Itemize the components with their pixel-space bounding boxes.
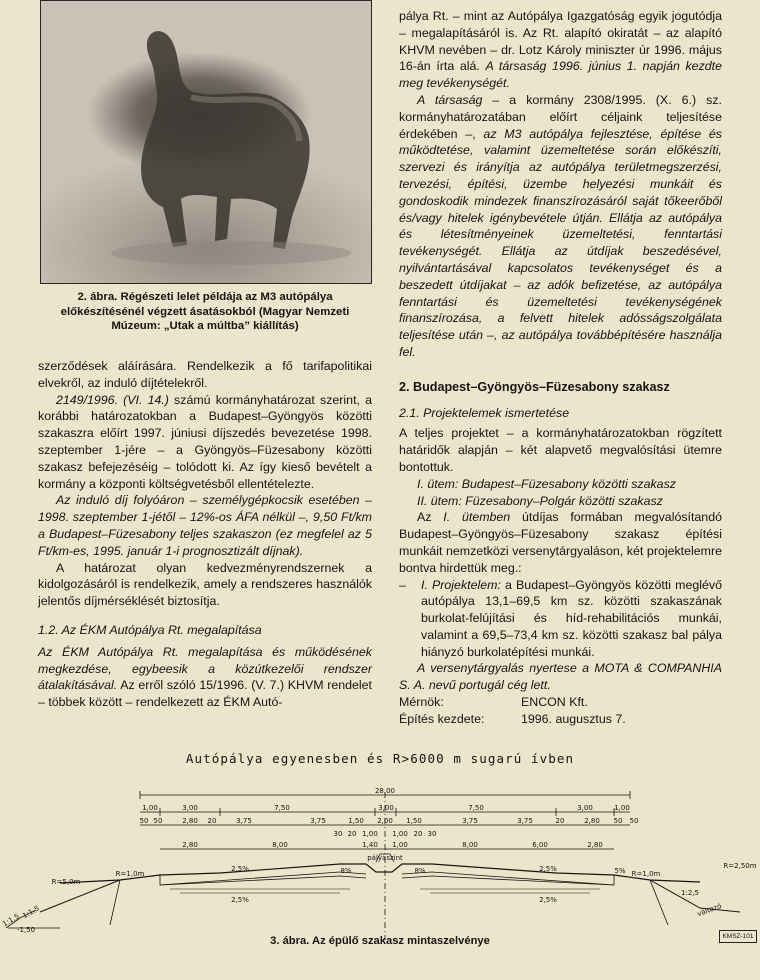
dimension-label: 1,00 (392, 841, 408, 849)
offset-label: -1,50 (16, 926, 36, 934)
engineer-value: ENCON Kft. (521, 695, 588, 710)
paragraph (399, 8, 722, 92)
dimension-label: 20 (413, 830, 423, 838)
dimension-label: 1,40 (362, 841, 378, 849)
radius-label: R=2,50m (723, 862, 757, 870)
paragraph-text: pálya Rt. – mint az Autópálya Igazgatóság egyik jogutódja – megalapításáról is. Az Rt. alapító okiratát – az alapító KHVM nevében – dr. Lotz Károly miniszter úr 1996. május 16-án írta alá. (399, 9, 722, 74)
engineer-label: Mérnök: (399, 695, 444, 710)
paragraph-text: Az (417, 510, 444, 525)
paragraph-text: számú kormányhatározat szerint, a korábbi határozatokban a Budapest–Gyöngyös közötti szakaszra előírt 1997. júniusi díjszedés bevezetése 1998. szeptember 1-jére – a Gyöngyös–Füzesabony közötti szakasz befejezéséig – tolódott ki. Az így kieső bevételt a kormány a központi költségvetésből ellentételezte. (38, 392, 372, 491)
construction-start-label: Építés kezdete: (399, 711, 485, 726)
dimension-label: 8,00 (462, 841, 478, 849)
list-item (399, 577, 722, 661)
phase-1-line: I. ütem: Budapest–Füzesabony közötti szakasz (417, 476, 676, 491)
dimension-label: 30 (333, 830, 343, 838)
variable-label: változó (696, 902, 723, 919)
paragraph-italic: Az ÉKM Autópálya Rt. megalapítása és működésének megkezdése, egybeesik a közútkezelői rendszer átalakításával. (38, 644, 372, 693)
list-dash: – (399, 577, 406, 592)
dimension-label: 2,80 (584, 817, 600, 825)
dimension-label: 50 (629, 817, 639, 825)
dimension-label: 3,75 (310, 817, 326, 825)
dimension-label: 30 (427, 830, 437, 838)
list-item-text: a Budapest–Gyöngyös közötti meglévő autópálya 13,1–69,5 km sz. közötti szakaszának burkolat-felújítási és híd-rehabilitációs munkái, valamint a 69,5–73,4 km sz. közötti szakasz bal pálya hiányzó burkolatépítési munkái. (421, 577, 722, 659)
section-heading: 2.1. Projektelemek ismertetése (399, 405, 570, 420)
dimension-labels (1, 787, 757, 934)
paragraph (399, 92, 722, 361)
section-heading: 1.2. Az ÉKM Autópálya Rt. megalapítása (38, 622, 262, 637)
dimension-label: 7,50 (468, 804, 484, 812)
paragraph: A versenytárgyalás nyertese a MOTA & COMPANHIA S. A. nevű portugál cég lett. (399, 661, 722, 693)
paragraph: szerződések aláírására. Rendelkezik a fő tarifapolitikai elvekről, az induló díjtételekről. (38, 359, 372, 390)
slope-label: 2,5% (231, 896, 249, 904)
dimension-label: 1,00 (614, 804, 630, 812)
slope-label: 1:2,5 (681, 889, 699, 897)
radius-label: R=5,0m (51, 878, 81, 886)
decree-reference: 2149/1996. (VI. 14.) (56, 392, 169, 407)
dimension-label: 20 (347, 830, 357, 838)
paragraph-italic: A társaság (417, 92, 483, 107)
dimension-label: 8,00 (272, 841, 288, 849)
left-text-column (38, 358, 372, 711)
paragraph-italic: az M3 autópálya fejlesztése, építése és működtetése, valamint üzemeltetése során előkészíti, szervezi és irányítja az autópálya területmegszerzési, tervezési, építési, üzembe helyezési munkáit és gondoskodik mindezek finanszírozásáról saját tőkeerőből és/vagy hitelek igénybevétele útján. Ellátja az autópálya és létesítményeinek üzemeltetési, fenntartási tevékenységét. Ellátja az útdíjak beszedésével, nyilvántartásával kapcsolatos tevékenységet és a beszedett útdíjakat – az adók befizetése, az autópálya fenntartási és üzemeltetési tevékenységének finanszírozása, a felvett hitelek adósságszolgálata teljesítése után –, az autópálya továbbépítésére használja fel. (399, 126, 722, 359)
paragraph-text: Az erről szóló 15/1996. (V. 7.) KHVM rendelet – többek között – rendelkezett az ÉKM Autó- (38, 678, 372, 710)
dimension-label: 1,00 (392, 830, 408, 838)
figure-3-caption: 3. ábra. Az épülő szakasz mintaszelvénye (270, 935, 490, 947)
dimension-label: 7,50 (274, 804, 290, 812)
dimension-label: 1,00 (142, 804, 158, 812)
dimension-label: 50 (613, 817, 623, 825)
dimension-label: 50 (139, 817, 149, 825)
radius-label: R=1,0m (115, 870, 145, 878)
paragraph-italic: I. ütemben (443, 510, 511, 525)
dimension-label: 50 (153, 817, 163, 825)
paragraph (399, 509, 722, 576)
construction-start-row (399, 711, 722, 728)
slope-label: 2,5% (231, 865, 249, 873)
dimension-label: 3,75 (236, 817, 252, 825)
dimension-label: 3,75 (462, 817, 478, 825)
dimension-label: 1,50 (348, 817, 364, 825)
slope-label: 2,5% (539, 896, 557, 904)
dimension-label: 2,80 (587, 841, 603, 849)
paragraph (38, 392, 372, 493)
figure-2-caption: 2. ábra. Régészeti lelet példája az M3 autópálya előkészítésénél végzett ásatásokból (Magyar Nemzeti Múzeum: „Utak a múltba” kiállítás) (60, 291, 350, 333)
right-text-column (399, 8, 722, 728)
dimension-label: 1,50 (406, 817, 422, 825)
side-slope-label: 1:1,5 (1, 912, 21, 929)
archaeological-find-photo (40, 0, 372, 284)
radius-label: R=1,0m (631, 870, 661, 878)
dimension-label: 3,00 (378, 804, 394, 812)
median-label: pályaszint (367, 854, 403, 862)
dimension-label: 2,00 (377, 817, 393, 825)
paragraph-text: – a kormány 2308/1995. (X. 6.) sz. kormányhatározatában előírt céljaink teljesítése érdekében –, (399, 92, 722, 141)
phase-2-line: II. ütem: Füzesabony–Polgár közötti szakasz (417, 493, 663, 508)
chapter-heading: 2. Budapest–Gyöngyös–Füzesabony szakasz (399, 379, 670, 394)
list-item-lead: I. Projektelem: (421, 577, 501, 592)
animal-figurine-illustration (41, 1, 371, 283)
slope-label: 2,5% (539, 865, 557, 873)
dimension-label: 2,80 (182, 817, 198, 825)
dimension-label: 2,80 (182, 841, 198, 849)
paragraph: Az induló díj folyóáron – személygépkocsik esetében – 1998. szeptember 1-jétől – 12%-os ÁFA nélkül –, 9,50 Ft/km a Budapest–Füzesabony teljes szakaszon (ez megfelel az 5 Ft/km-es, 1995. január 1-i prognosztizált díjnak). (38, 493, 372, 558)
dimension-total: 28,00 (374, 787, 396, 795)
paragraph: A határozat olyan kedvezményrendszernek a kidolgozásáról is rendelkezik, amely a rendszeres használók jelentős díjmérséklését biztosítja. (38, 560, 372, 609)
dimension-label: 6,00 (532, 841, 548, 849)
dimension-label: 3,00 (577, 804, 593, 812)
dimension-label: 3,00 (182, 804, 198, 812)
construction-start-value: 1996. augusztus 7. (521, 711, 626, 726)
dimension-label: 3,75 (517, 817, 533, 825)
slope-label: 8% (340, 867, 352, 875)
slope-label: 8% (414, 867, 426, 875)
dimension-label: 20 (207, 817, 217, 825)
paragraph-text: útdíjas formában megvalósítandó Budapest–Gyöngyös–Füzesabony szakasz építési munkáit nemzetközi versenytárgyaláson, két projektelemre bontva hirdettük meg.: (399, 510, 722, 575)
drawing-stamp: KMSZ-101 (719, 930, 757, 943)
side-slope-label: 1:1,5 (21, 904, 41, 921)
paragraph (38, 644, 372, 711)
drawing-title: Autópálya egyenesben és R>6000 m sugarú ívben (185, 751, 575, 766)
engineer-row (399, 694, 722, 711)
slope-label: 5% (614, 867, 626, 875)
cross-section-drawing (0, 750, 760, 950)
dimension-label: 1,00 (362, 830, 378, 838)
dimension-label: 20 (555, 817, 565, 825)
paragraph-italic: A társaság 1996. június 1. napján kezdte meg tevékenységét. (399, 59, 722, 91)
paragraph: A teljes projektet – a kormányhatározatokban rögzített határidők alapján – két alapvető megvalósítási ütemre bontottuk. (399, 426, 722, 474)
